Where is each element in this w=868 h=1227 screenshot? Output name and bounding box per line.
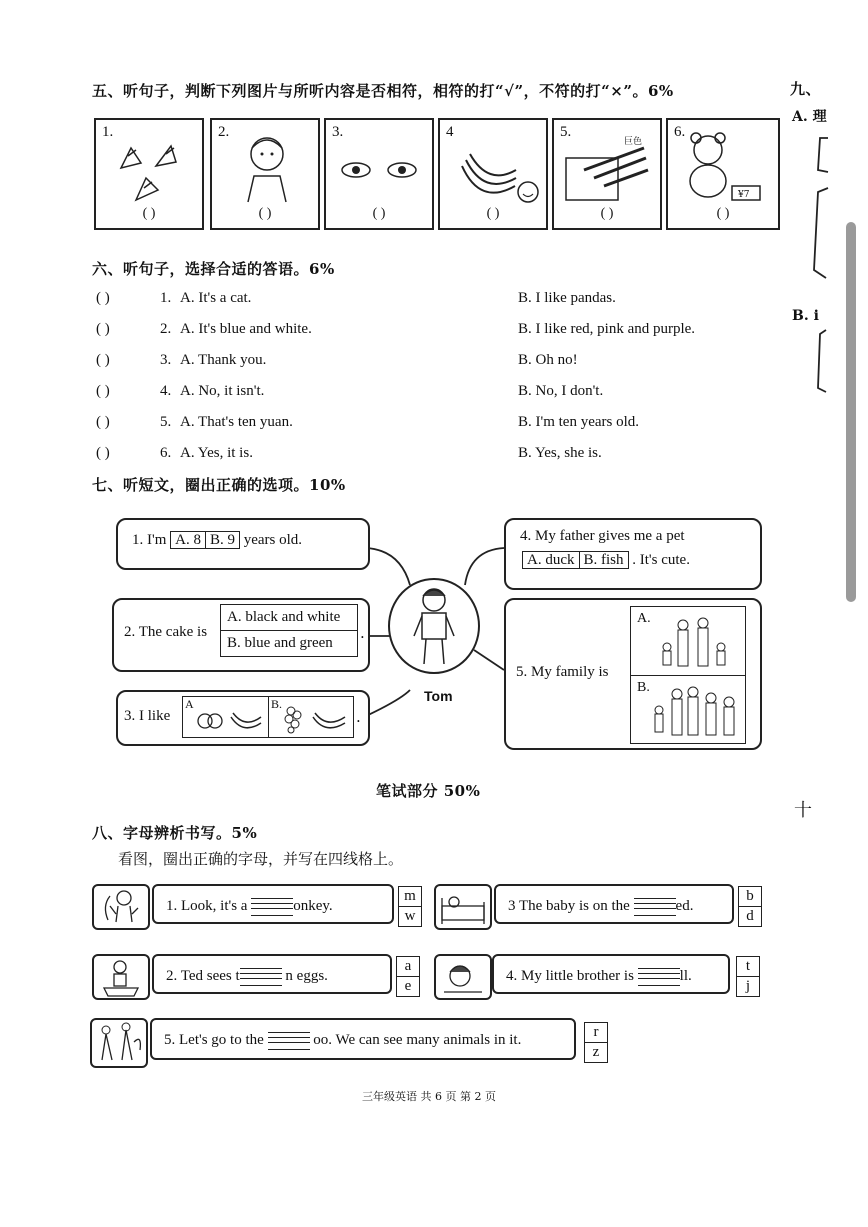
section8-instruction: 看图，圈出正确的字母，并写在四线格上。 bbox=[118, 850, 404, 868]
price-tag-label: ¥7 bbox=[738, 190, 750, 200]
picture-card-5: 5. 巨色 ( ) bbox=[552, 118, 662, 230]
q1-bubble: 1. I'm A. 8 B. 9 years old. bbox=[116, 518, 370, 570]
option-b[interactable]: B. fish bbox=[580, 551, 629, 569]
letter-choice-1 bbox=[398, 886, 422, 927]
letter-option[interactable]: a bbox=[404, 958, 412, 974]
sentence-box-5: 5. Let's go to the oo. We can see many animals in it. bbox=[150, 1018, 576, 1060]
zoo-animals-icon bbox=[92, 1020, 146, 1066]
four-line-grid[interactable] bbox=[638, 968, 680, 986]
sick-boy-icon bbox=[436, 956, 490, 998]
list-item: ( ) 3. A. Thank you. B. Oh no! bbox=[96, 352, 578, 368]
option-a[interactable]: A. black and white bbox=[227, 609, 341, 625]
letter-option[interactable]: z bbox=[585, 1042, 607, 1062]
letter-option[interactable]: e bbox=[397, 976, 419, 996]
option-a[interactable]: A. bbox=[631, 607, 745, 676]
sick-boy-picture bbox=[434, 954, 492, 1000]
monkey-picture bbox=[92, 884, 150, 930]
letter-option[interactable]: w bbox=[399, 906, 421, 926]
section8-heading: 八、字母辨析书写。5% bbox=[92, 824, 258, 842]
fruit-icon bbox=[183, 697, 268, 737]
center-name: Tom bbox=[424, 688, 453, 704]
baby-in-bed-icon bbox=[436, 886, 490, 928]
letter-option[interactable]: j bbox=[737, 976, 759, 996]
boy-icon bbox=[390, 580, 478, 672]
option-b[interactable]: B. bbox=[631, 676, 745, 743]
section7-heading: 七、听短文，圈出正确的选项。10% bbox=[92, 476, 346, 494]
next-page-b-fragment: B. i bbox=[792, 308, 819, 324]
q4-bubble: 4. My father gives me a pet A. duck B. fish . It's cute. bbox=[504, 518, 762, 590]
written-part-title: 笔试部分 50% bbox=[376, 782, 481, 800]
tom-portrait bbox=[388, 578, 480, 674]
next-page-a-fragment: A. 理 bbox=[792, 109, 827, 125]
section6-heading: 六、听句子，选择合适的答语。6% bbox=[92, 260, 335, 278]
section5-heading: 五、听句子，判断下列图片与所听内容是否相符，相符的打“√”，不符的打“×”。6% bbox=[92, 82, 674, 100]
boy-with-eggs-icon bbox=[94, 956, 148, 998]
option-b[interactable]: B. bbox=[269, 697, 353, 737]
letter-option[interactable]: b bbox=[746, 888, 754, 904]
section9-fragment: 九、 bbox=[790, 80, 822, 98]
list-item: ( ) 6. A. Yes, it is. B. Yes, she is. bbox=[96, 445, 602, 461]
letter-choice-5 bbox=[584, 1022, 608, 1063]
list-item: ( ) 5. A. That's ten yuan. B. I'm ten years old. bbox=[96, 414, 640, 430]
sentence-box-2: 2. Ted sees t n eggs. bbox=[152, 954, 392, 994]
sentence-box-4: 4. My little brother is ll. bbox=[492, 954, 730, 994]
picture-card-4: 4 ( ) bbox=[438, 118, 548, 230]
sentence-box-3: 3 The baby is on the ed. bbox=[494, 884, 734, 924]
letter-option[interactable]: d bbox=[739, 906, 761, 926]
q2-bubble: 2. The cake is A. black and white B. blue and green . bbox=[112, 598, 370, 672]
scrollbar-thumb[interactable] bbox=[846, 222, 856, 602]
option-a[interactable]: A bbox=[183, 697, 269, 737]
list-item: ( ) 4. A. No, it isn't. B. No, I don't. bbox=[96, 383, 604, 399]
option-a[interactable]: A. duck bbox=[522, 551, 580, 569]
letter-option[interactable]: t bbox=[745, 958, 751, 974]
picture-label: 巨色 bbox=[624, 137, 643, 147]
list-item: ( ) 1. A. It's a cat. B. I like pandas. bbox=[96, 290, 616, 306]
monkey-icon bbox=[94, 886, 148, 928]
picture-card-1: 1. ( ) bbox=[94, 118, 204, 230]
q3-options bbox=[182, 696, 354, 738]
section10-fragment: 十 bbox=[794, 800, 812, 821]
picture-card-6: 6. ¥7 ( ) bbox=[666, 118, 780, 230]
letter-choice-3 bbox=[738, 886, 762, 927]
four-line-grid[interactable] bbox=[268, 1032, 310, 1050]
letter-choice-4 bbox=[736, 956, 760, 997]
list-item: ( ) 2. A. It's blue and white. B. I like red, pink and purple. bbox=[96, 321, 696, 337]
next-page-box-fragments bbox=[806, 130, 836, 430]
zoo-picture bbox=[90, 1018, 148, 1068]
picture-card-2: 2. ( ) bbox=[210, 118, 320, 230]
q5-bubble: 5. My family is A. B. bbox=[504, 598, 762, 750]
four-line-grid[interactable] bbox=[240, 968, 282, 986]
q3-bubble: 3. I like A B. . bbox=[116, 690, 370, 746]
four-line-grid[interactable] bbox=[251, 898, 293, 916]
option-b[interactable]: B. blue and green bbox=[221, 630, 357, 656]
letter-option[interactable]: m bbox=[404, 888, 416, 904]
four-line-grid[interactable] bbox=[634, 898, 676, 916]
baby-bed-picture bbox=[434, 884, 492, 930]
q5-options bbox=[630, 606, 746, 744]
option-a[interactable]: A. 8 bbox=[170, 531, 206, 549]
sentence-box-1: 1. Look, it's a onkey. bbox=[152, 884, 394, 924]
letter-option[interactable]: r bbox=[593, 1024, 599, 1040]
boy-eggs-picture bbox=[92, 954, 150, 1000]
page-footer: 三年级英语 共 6 页 第 2 页 bbox=[362, 1090, 496, 1103]
picture-card-3: 3. ( ) bbox=[324, 118, 434, 230]
option-b[interactable]: B. 9 bbox=[206, 531, 240, 549]
letter-choice-2 bbox=[396, 956, 420, 997]
